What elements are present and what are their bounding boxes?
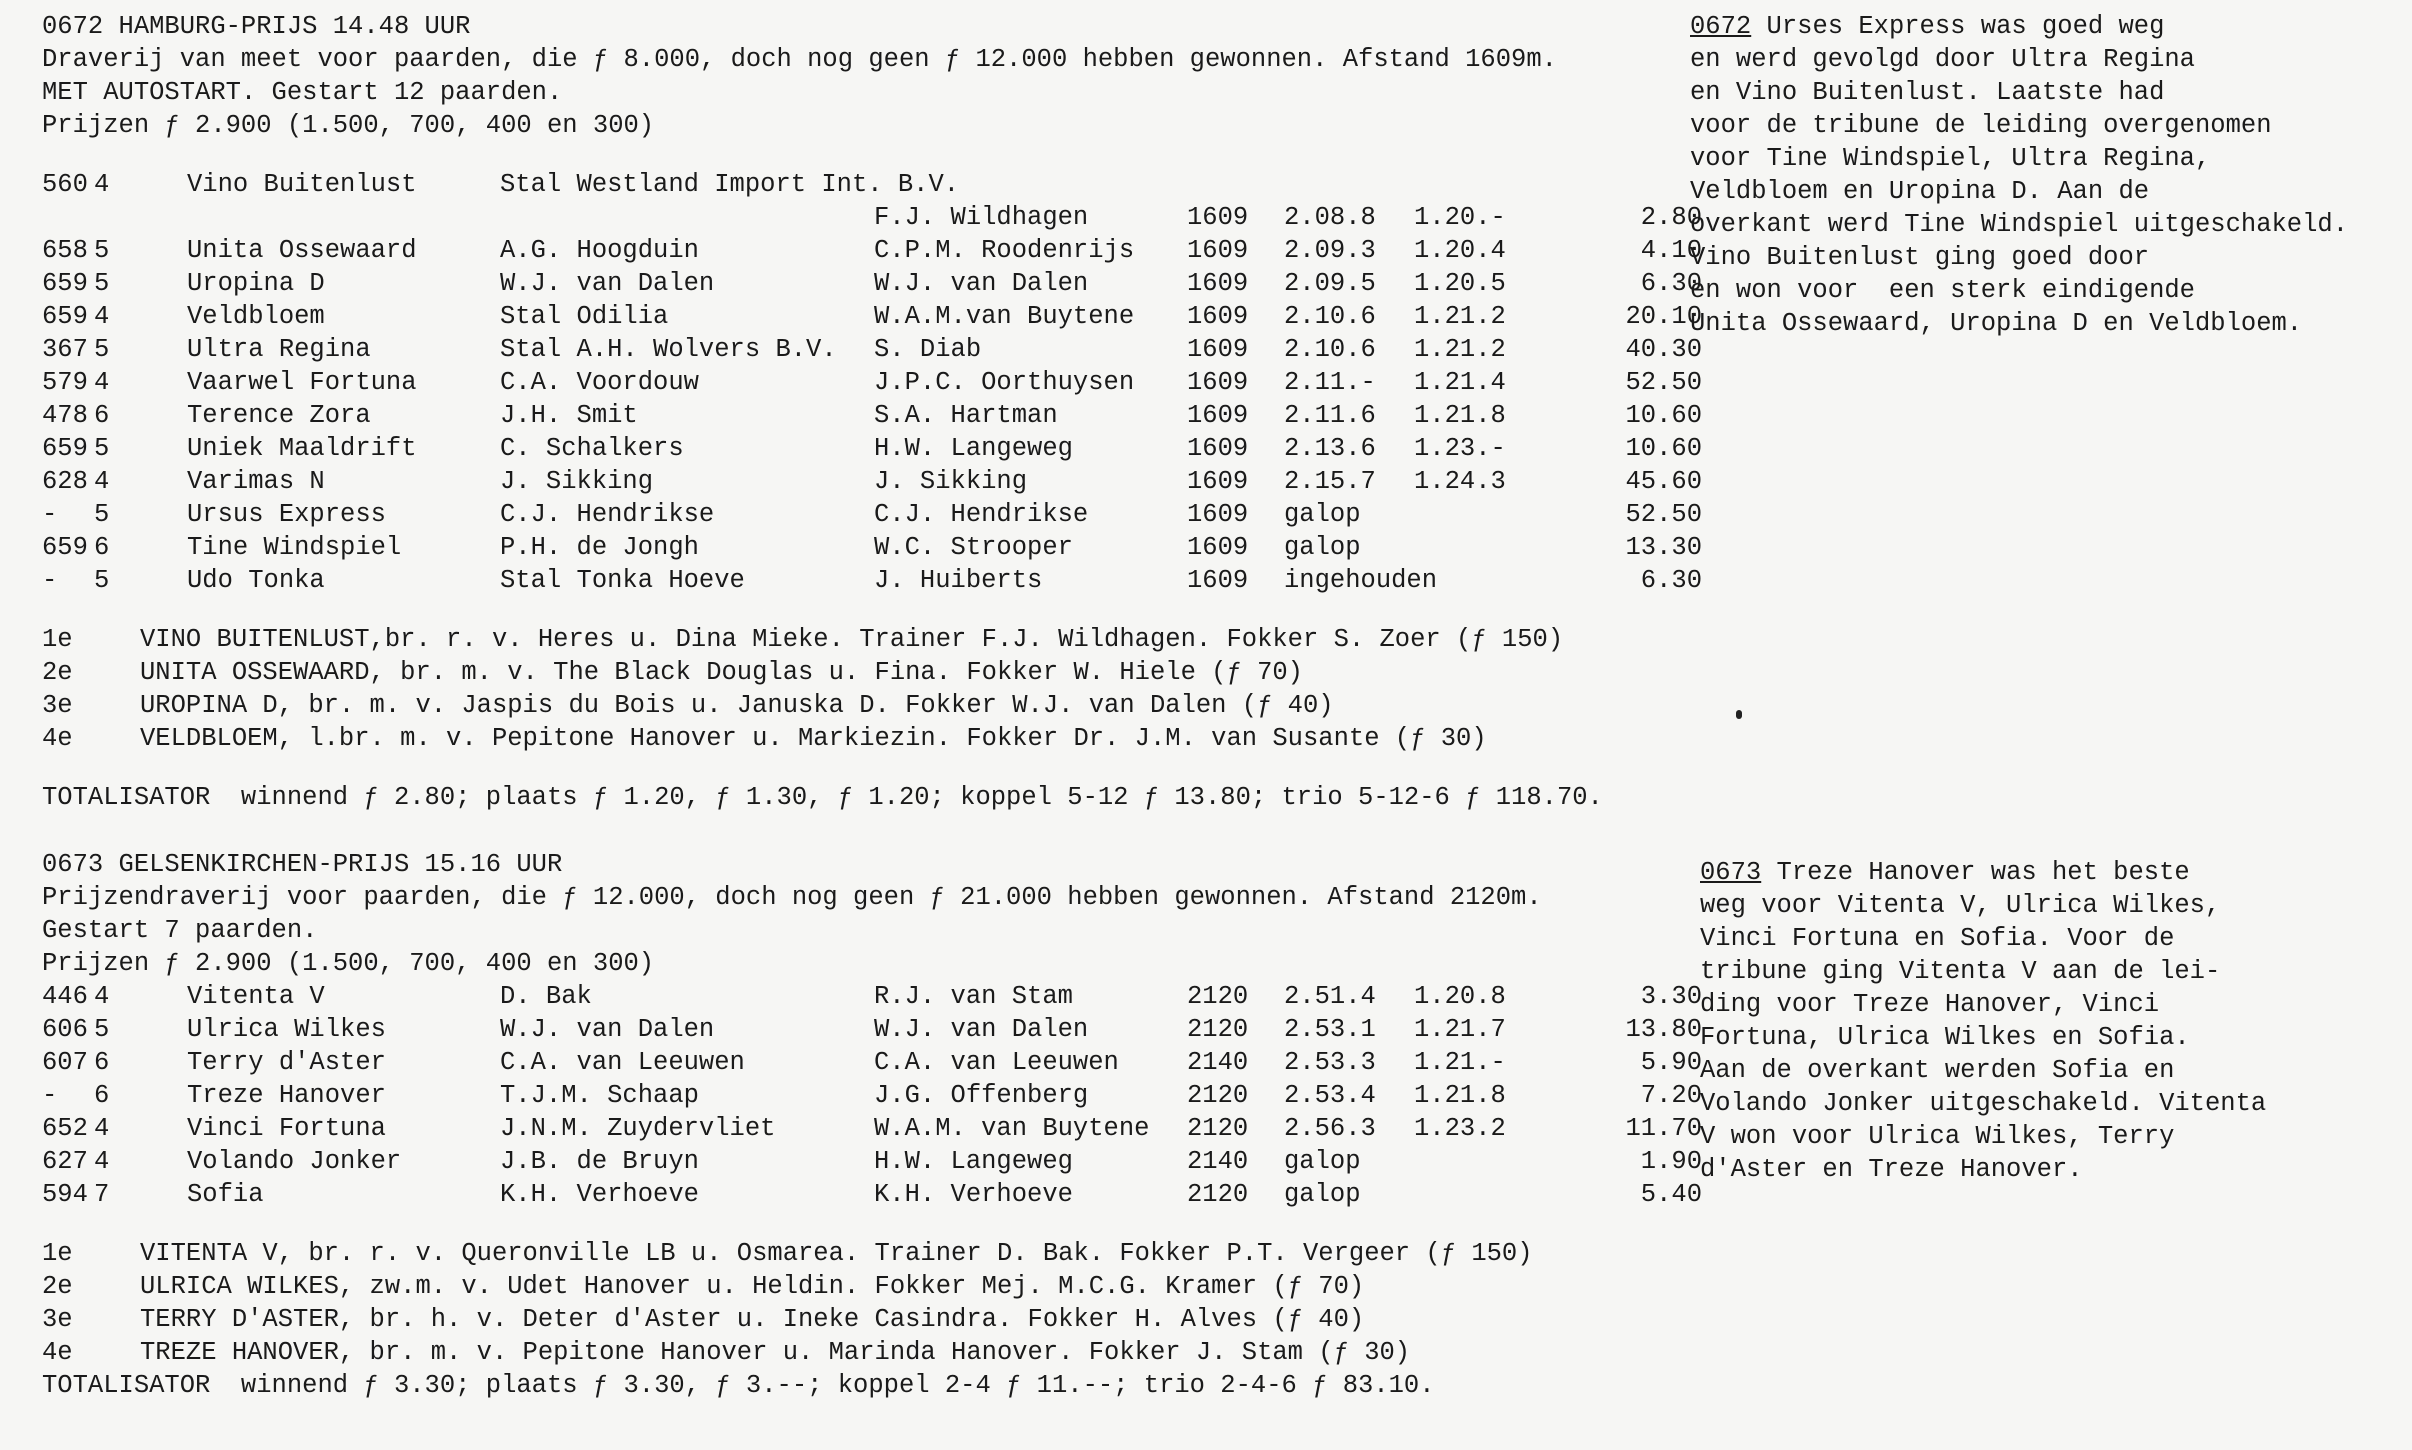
owner: Stal Tonka Hoeve [500, 566, 745, 595]
entry-number: 446 [42, 982, 88, 1011]
placing-position: 4e [42, 1338, 73, 1367]
report-line: V won voor Ulrica Wilkes, Terry [1700, 1122, 2175, 1151]
horse-name: Veldbloem [187, 302, 325, 331]
horse-name: Sofia [187, 1180, 264, 1209]
driver: R.J. van Stam [874, 982, 1073, 1011]
entry-number: 652 [42, 1114, 88, 1143]
report-line: Unita Ossewaard, Uropina D en Veldbloem. [1690, 309, 2303, 338]
race-0673 [42, 848, 1702, 1402]
owner: Stal Odilia [500, 302, 669, 331]
finish-time: 2.53.4 [1284, 1081, 1376, 1110]
driver: F.J. Wildhagen [874, 203, 1089, 232]
placing-pedigree: VITENTA V, br. r. v. Queronville LB u. Osmarea. Trainer D. Bak. Fokker P.T. Vergeer (ƒ 150) [140, 1239, 1533, 1268]
entry-number: 658 [42, 236, 88, 265]
driver: W.J. van Dalen [874, 269, 1089, 298]
report-line: Aan de overkant werden Sofia en [1700, 1056, 2175, 1085]
totalisator: TOTALISATOR winnend ƒ 2.80; plaats ƒ 1.20, ƒ 1.30, ƒ 1.20; koppel 5-12 ƒ 13.80; trio 5-12-6 ƒ 118.70. [42, 783, 1603, 812]
placing-position: 3e [42, 1305, 73, 1334]
placing-pedigree: ULRICA WILKES, zw.m. v. Udet Hanover u. Heldin. Fokker Mej. M.C.G. Kramer (ƒ 70) [140, 1272, 1365, 1301]
finish-time: 2.09.3 [1284, 236, 1376, 265]
report-line: Volando Jonker uitgeschakeld. Vitenta [1700, 1089, 2267, 1118]
odds: 13.80 [1625, 1015, 1702, 1044]
entry-number: 659 [42, 434, 88, 463]
owner: J.B. de Bruyn [500, 1147, 699, 1176]
finish-time: 2.09.5 [1284, 269, 1376, 298]
result-row [42, 564, 1702, 597]
owner: P.H. de Jongh [500, 533, 699, 562]
horse-name: Udo Tonka [187, 566, 325, 595]
result-row-continued [42, 201, 1702, 234]
driver: J.P.C. Oorthuysen [874, 368, 1135, 397]
placing-row [42, 1237, 1702, 1270]
race-conditions: Draverij van meet voor paarden, die ƒ 8.000, doch nog geen ƒ 12.000 hebben gewonnen. Afstand 1609m. [42, 45, 1557, 74]
odds: 7.20 [1640, 1081, 1702, 1110]
entry-number: - [42, 1081, 58, 1110]
owner: J.N.M. Zuydervliet [500, 1114, 776, 1143]
placings-list [42, 623, 1702, 755]
distance: 2120 [1187, 1180, 1249, 1209]
owner: A.G. Hoogduin [500, 236, 699, 265]
horse-name: Ursus Express [187, 500, 386, 529]
owner: C.A. Voordouw [500, 368, 699, 397]
placing-position: 2e [42, 658, 73, 687]
owner: C.J. Hendrikse [500, 500, 715, 529]
race-0672 [42, 10, 1702, 814]
report-line [1700, 856, 2412, 889]
km-time: 1.21.7 [1414, 1015, 1506, 1044]
placing-position: 3e [42, 691, 73, 720]
horse-name: Vino Buitenlust [187, 170, 417, 199]
report-text-line: Treze Hanover was het beste [1776, 858, 2190, 887]
km-time: 1.20.4 [1414, 236, 1506, 265]
race-start-info: MET AUTOSTART. Gestart 12 paarden. [42, 78, 563, 107]
horse-name: Volando Jonker [187, 1147, 402, 1176]
result-row [42, 432, 1702, 465]
entry-number: 478 [42, 401, 88, 430]
entry-number: 606 [42, 1015, 88, 1044]
horse-age: 4 [94, 1114, 110, 1143]
report-line: Vino Buitenlust ging goed door [1690, 243, 2150, 272]
result-row [42, 498, 1702, 531]
owner: C.A. van Leeuwen [500, 1048, 745, 1077]
finish-time: 2.56.3 [1284, 1114, 1376, 1143]
entry-number: 659 [42, 533, 88, 562]
horse-age: 7 [94, 1180, 110, 1209]
placing-position: 2e [42, 1272, 73, 1301]
owner: Stal A.H. Wolvers B.V. [500, 335, 837, 364]
driver: W.A.M. van Buytene [874, 1114, 1150, 1143]
owner: W.J. van Dalen [500, 269, 715, 298]
result-row [42, 1178, 1702, 1211]
horse-name: Uropina D [187, 269, 325, 298]
owner: J.H. Smit [500, 401, 638, 430]
placing-row [42, 623, 1702, 656]
owner: Stal Westland Import Int. B.V. [500, 170, 960, 199]
report-text-line: Urses Express was goed weg [1766, 12, 2165, 41]
finish-time: 2.15.7 [1284, 467, 1376, 496]
horse-age: 5 [94, 1015, 110, 1044]
entry-number: 627 [42, 1147, 88, 1176]
result-row [42, 1046, 1702, 1079]
horse-name: Terence Zora [187, 401, 371, 430]
result-row [42, 1112, 1702, 1145]
report-line: en Vino Buitenlust. Laatste had [1690, 78, 2165, 107]
driver: C.A. van Leeuwen [874, 1048, 1119, 1077]
horse-age: 4 [94, 467, 110, 496]
report-code: 0673 [1700, 858, 1762, 887]
horse-age: 5 [94, 434, 110, 463]
finish-time: 2.11.- [1284, 368, 1376, 397]
horse-name: Ulrica Wilkes [187, 1015, 386, 1044]
driver: S.A. Hartman [874, 401, 1058, 430]
driver: J.G. Offenberg [874, 1081, 1089, 1110]
horse-age: 4 [94, 368, 110, 397]
entry-number: - [42, 566, 58, 595]
placing-pedigree: VELDBLOEM, l.br. m. v. Pepitone Hanover u. Markiezin. Fokker Dr. J.M. van Susante (ƒ 30) [140, 724, 1487, 753]
report-text [1700, 856, 2412, 1186]
placing-row [42, 689, 1702, 722]
finish-time: 2.08.8 [1284, 203, 1376, 232]
finish-time: 2.13.6 [1284, 434, 1376, 463]
horse-age: 4 [94, 302, 110, 331]
distance: 2120 [1187, 1114, 1249, 1143]
km-time: 1.21.8 [1414, 1081, 1506, 1110]
report-line: en won voor een sterk eindigende [1690, 276, 2195, 305]
entry-number: 579 [42, 368, 88, 397]
finish-time: galop [1284, 1147, 1361, 1176]
km-time: 1.21.2 [1414, 335, 1506, 364]
finish-time: galop [1284, 1180, 1361, 1209]
horse-name: Ultra Regina [187, 335, 371, 364]
distance: 1609 [1187, 500, 1249, 529]
placing-pedigree: UNITA OSSEWAARD, br. m. v. The Black Douglas u. Fina. Fokker W. Hiele (ƒ 70) [140, 658, 1303, 687]
owner: J. Sikking [500, 467, 654, 496]
km-time: 1.24.3 [1414, 467, 1506, 496]
placing-position: 1e [42, 625, 73, 654]
km-time: 1.21.- [1414, 1048, 1506, 1077]
odds: 5.90 [1640, 1048, 1702, 1077]
horse-name: Uniek Maaldrift [187, 434, 417, 463]
owner: W.J. van Dalen [500, 1015, 715, 1044]
km-time: 1.21.2 [1414, 302, 1506, 331]
driver: W.C. Strooper [874, 533, 1073, 562]
driver: H.W. Langeweg [874, 434, 1073, 463]
report-line: Vinci Fortuna en Sofia. Voor de [1700, 924, 2175, 953]
result-row [42, 399, 1702, 432]
driver: H.W. Langeweg [874, 1147, 1073, 1176]
odds: 6.30 [1640, 566, 1702, 595]
odds: 2.80 [1640, 203, 1702, 232]
placing-row [42, 1270, 1702, 1303]
horse-age: 5 [94, 269, 110, 298]
odds: 45.60 [1625, 467, 1702, 496]
entry-number: 607 [42, 1048, 88, 1077]
km-time: 1.20.5 [1414, 269, 1506, 298]
horse-age: 6 [94, 401, 110, 430]
entry-number: - [42, 500, 58, 529]
race-report-0672 [1690, 10, 2410, 340]
owner: D. Bak [500, 982, 592, 1011]
race-title: 0673 GELSENKIRCHEN-PRIJS 15.16 UUR [42, 850, 563, 879]
km-time: 1.21.4 [1414, 368, 1506, 397]
ink-speck [1736, 710, 1742, 719]
entry-number: 659 [42, 269, 88, 298]
distance: 1609 [1187, 203, 1249, 232]
report-line: overkant werd Tine Windspiel uitgeschakeld. [1690, 210, 2349, 239]
distance: 1609 [1187, 467, 1249, 496]
result-row [42, 366, 1702, 399]
result-row [42, 465, 1702, 498]
race-start-info: Gestart 7 paarden. [42, 916, 318, 945]
horse-name: Treze Hanover [187, 1081, 386, 1110]
result-row [42, 168, 1702, 201]
driver: K.H. Verhoeve [874, 1180, 1073, 1209]
report-text [1690, 10, 2410, 340]
distance: 1609 [1187, 368, 1249, 397]
finish-time: ingehouden [1284, 566, 1438, 595]
result-row [42, 267, 1702, 300]
results-table [42, 980, 1702, 1211]
odds: 10.60 [1625, 401, 1702, 430]
horse-name: Tine Windspiel [187, 533, 402, 562]
distance: 1609 [1187, 335, 1249, 364]
race-prizes: Prijzen ƒ 2.900 (1.500, 700, 400 en 300) [42, 111, 655, 140]
horse-age: 4 [94, 1147, 110, 1176]
entry-number: 659 [42, 302, 88, 331]
report-code: 0672 [1690, 12, 1752, 41]
driver: C.J. Hendrikse [874, 500, 1089, 529]
finish-time: 2.53.3 [1284, 1048, 1376, 1077]
placing-pedigree: VINO BUITENLUST,br. r. v. Heres u. Dina Mieke. Trainer F.J. Wildhagen. Fokker S. Zoer (ƒ 150) [140, 625, 1564, 654]
finish-time: galop [1284, 533, 1361, 562]
distance: 2120 [1187, 1015, 1249, 1044]
distance: 1609 [1187, 302, 1249, 331]
result-row [42, 1079, 1702, 1112]
distance: 2120 [1187, 1081, 1249, 1110]
result-row [42, 333, 1702, 366]
finish-time: 2.11.6 [1284, 401, 1376, 430]
distance: 2120 [1187, 982, 1249, 1011]
odds: 10.60 [1625, 434, 1702, 463]
placing-position: 4e [42, 724, 73, 753]
placing-position: 1e [42, 1239, 73, 1268]
odds: 13.30 [1625, 533, 1702, 562]
distance: 1609 [1187, 269, 1249, 298]
distance: 2140 [1187, 1147, 1249, 1176]
km-time: 1.23.2 [1414, 1114, 1506, 1143]
result-row [42, 980, 1702, 1013]
placing-pedigree: TREZE HANOVER, br. m. v. Pepitone Hanover u. Marinda Hanover. Fokker J. Stam (ƒ 30) [140, 1338, 1411, 1367]
report-line: d'Aster en Treze Hanover. [1700, 1155, 2083, 1184]
owner: K.H. Verhoeve [500, 1180, 699, 1209]
driver: C.P.M. Roodenrijs [874, 236, 1135, 265]
report-line: voor Tine Windspiel, Ultra Regina, [1690, 144, 2211, 173]
odds: 11.70 [1625, 1114, 1702, 1143]
report-line [1690, 10, 2410, 43]
horse-name: Unita Ossewaard [187, 236, 417, 265]
horse-name: Vitenta V [187, 982, 325, 1011]
driver: J. Sikking [874, 467, 1028, 496]
odds: 4.10 [1640, 236, 1702, 265]
placing-row [42, 1336, 1702, 1369]
totalisator: TOTALISATOR winnend ƒ 3.30; plaats ƒ 3.30, ƒ 3.--; koppel 2-4 ƒ 11.--; trio 2-4-6 ƒ 83.10. [42, 1371, 1435, 1400]
report-line: Veldbloem en Uropina D. Aan de [1690, 177, 2150, 206]
horse-name: Terry d'Aster [187, 1048, 386, 1077]
km-time: 1.20.8 [1414, 982, 1506, 1011]
km-time: 1.23.- [1414, 434, 1506, 463]
race-prizes: Prijzen ƒ 2.900 (1.500, 700, 400 en 300) [42, 949, 655, 978]
finish-time: 2.10.6 [1284, 335, 1376, 364]
finish-time: 2.53.1 [1284, 1015, 1376, 1044]
race-report-0673 [1700, 856, 2412, 1186]
horse-age: 4 [94, 170, 110, 199]
odds: 52.50 [1625, 368, 1702, 397]
horse-age: 6 [94, 533, 110, 562]
placing-row [42, 1303, 1702, 1336]
result-row [42, 1013, 1702, 1046]
result-row [42, 234, 1702, 267]
horse-name: Vaarwel Fortuna [187, 368, 417, 397]
finish-time: 2.51.4 [1284, 982, 1376, 1011]
placing-pedigree: UROPINA D, br. m. v. Jaspis du Bois u. Januska D. Fokker W.J. van Dalen (ƒ 40) [140, 691, 1334, 720]
finish-time: galop [1284, 500, 1361, 529]
driver: S. Diab [874, 335, 982, 364]
horse-age: 5 [94, 566, 110, 595]
entry-number: 560 [42, 170, 88, 199]
horse-name: Varimas N [187, 467, 325, 496]
odds: 5.40 [1640, 1180, 1702, 1209]
results-table [42, 234, 1702, 597]
horse-age: 6 [94, 1081, 110, 1110]
placings-list [42, 1237, 1702, 1369]
entry-number: 628 [42, 467, 88, 496]
finish-time: 2.10.6 [1284, 302, 1376, 331]
horse-age: 4 [94, 982, 110, 1011]
owner: C. Schalkers [500, 434, 684, 463]
distance: 2140 [1187, 1048, 1249, 1077]
placing-row [42, 722, 1702, 755]
race-title: 0672 HAMBURG-PRIJS 14.48 UUR [42, 12, 471, 41]
result-row [42, 300, 1702, 333]
horse-age: 5 [94, 335, 110, 364]
distance: 1609 [1187, 566, 1249, 595]
owner: T.J.M. Schaap [500, 1081, 699, 1110]
result-row [42, 531, 1702, 564]
odds: 6.30 [1640, 269, 1702, 298]
placing-row [42, 656, 1702, 689]
odds: 40.30 [1625, 335, 1702, 364]
odds: 52.50 [1625, 500, 1702, 529]
result-row [42, 1145, 1702, 1178]
report-line: ding voor Treze Hanover, Vinci [1700, 990, 2160, 1019]
distance: 1609 [1187, 533, 1249, 562]
km-time: 1.21.8 [1414, 401, 1506, 430]
entry-number: 594 [42, 1180, 88, 1209]
horse-age: 5 [94, 500, 110, 529]
km-time: 1.20.- [1414, 203, 1506, 232]
report-line: voor de tribune de leiding overgenomen [1690, 111, 2272, 140]
odds: 20.10 [1625, 302, 1702, 331]
race-conditions: Prijzendraverij voor paarden, die ƒ 12.000, doch nog geen ƒ 21.000 hebben gewonnen. Afstand 2120m. [42, 883, 1542, 912]
report-line: en werd gevolgd door Ultra Regina [1690, 45, 2195, 74]
entry-number: 367 [42, 335, 88, 364]
driver: J. Huiberts [874, 566, 1043, 595]
horse-name: Vinci Fortuna [187, 1114, 386, 1143]
distance: 1609 [1187, 236, 1249, 265]
horse-age: 6 [94, 1048, 110, 1077]
placing-pedigree: TERRY D'ASTER, br. h. v. Deter d'Aster u. Ineke Casindra. Fokker H. Alves (ƒ 40) [140, 1305, 1365, 1334]
report-line: tribune ging Vitenta V aan de lei- [1700, 957, 2221, 986]
odds: 3.30 [1640, 982, 1702, 1011]
distance: 1609 [1187, 434, 1249, 463]
odds: 1.90 [1640, 1147, 1702, 1176]
report-line: Fortuna, Ulrica Wilkes en Sofia. [1700, 1023, 2190, 1052]
driver: W.A.M.van Buytene [874, 302, 1135, 331]
horse-age: 5 [94, 236, 110, 265]
driver: W.J. van Dalen [874, 1015, 1089, 1044]
distance: 1609 [1187, 401, 1249, 430]
report-line: weg voor Vitenta V, Ulrica Wilkes, [1700, 891, 2221, 920]
